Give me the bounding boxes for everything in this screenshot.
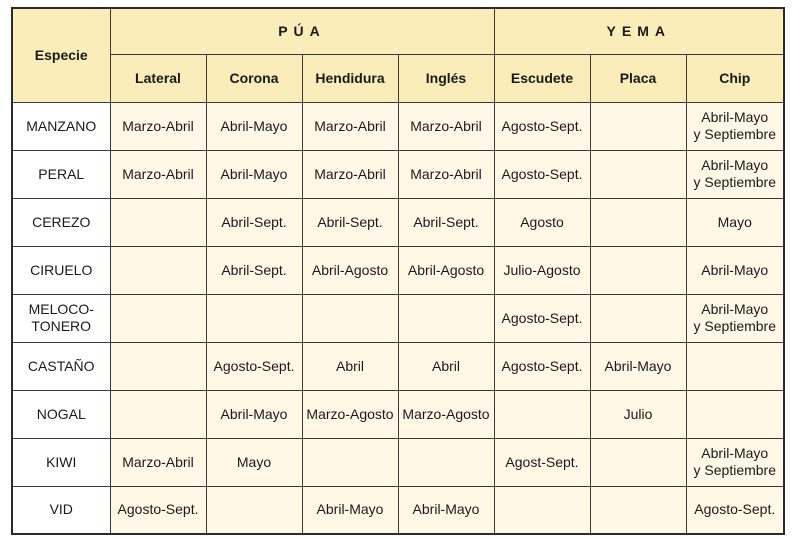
period-cell [494,486,590,534]
period-cell [206,486,302,534]
period-text: Agosto-Sept. [501,357,583,374]
period-text: Marzo-Agosto [306,405,394,422]
period-cell [686,246,784,294]
period-text: Agosto-Sept. [501,165,583,182]
period-cell [686,198,784,246]
period-text: Agosto [520,213,564,230]
period-cell [302,294,398,342]
table-row [12,438,784,486]
species-column-header: Especie [12,8,110,102]
period-cell [494,390,590,438]
period-cell [206,342,302,390]
period-text: Agosto-Sept. [117,501,199,518]
period-text: Abril-Mayo y Septiembre [693,445,776,478]
period-cell [110,342,206,390]
period-text: Agosto-Sept. [213,357,295,374]
species-label: MANZANO [26,117,97,134]
period-text: Abril-Mayo [220,117,288,134]
table-header [12,8,784,102]
period-text: Mayo [236,453,272,470]
species-cell [12,294,110,342]
period-cell [590,294,686,342]
period-text: Abril-Agosto [311,261,389,278]
period-cell [590,390,686,438]
period-cell [110,294,206,342]
group-header-yema: YEMA [494,8,784,54]
species-label: VID [49,501,73,518]
column-header-corona: Corona [206,54,302,102]
period-cell [110,246,206,294]
species-cell [12,102,110,150]
table-row [12,342,784,390]
period-cell [590,486,686,534]
table-body [12,102,784,534]
period-cell [590,246,686,294]
period-cell [206,198,302,246]
period-text: Marzo-Abril [122,165,194,182]
period-cell [302,198,398,246]
period-cell [686,294,784,342]
period-text: Marzo-Abril [122,453,194,470]
column-header-row [12,54,784,102]
species-label: CEREZO [32,213,91,230]
period-cell [110,390,206,438]
species-cell [12,390,110,438]
period-text: Mayo [717,213,752,230]
species-label: CASTAÑO [27,357,95,374]
period-cell [590,102,686,150]
period-cell [494,342,590,390]
period-cell [302,246,398,294]
period-text: Abril-Mayo y Septiembre [693,301,776,334]
period-cell [398,294,494,342]
period-cell [398,438,494,486]
period-cell [494,294,590,342]
period-text: Agosto-Sept. [501,309,583,326]
group-header-pua: PÚA [110,8,494,54]
column-header-chip: Chip [686,54,784,102]
species-label: NOGAL [36,405,86,422]
period-text: Julio [623,405,653,422]
period-cell [302,438,398,486]
period-cell [398,150,494,198]
period-cell [398,390,494,438]
species-cell [12,438,110,486]
period-text: Abril-Sept. [221,213,287,230]
species-label: CIRUELO [30,261,93,278]
period-text: Abril-Mayo [412,501,480,518]
period-text: Abril-Sept. [317,213,383,230]
period-cell [590,342,686,390]
table-row [12,150,784,198]
table-row [12,294,784,342]
period-cell [494,438,590,486]
period-text: Marzo-Abril [314,165,386,182]
period-cell [302,150,398,198]
period-cell [110,198,206,246]
period-cell [494,150,590,198]
period-cell [110,438,206,486]
period-cell [398,246,494,294]
period-cell [302,102,398,150]
period-cell [206,102,302,150]
species-cell [12,246,110,294]
period-cell [398,486,494,534]
period-text: Marzo-Abril [410,117,482,134]
species-label: PERAL [38,165,85,182]
column-header-escudete: Escudete [494,54,590,102]
group-header-row [12,8,784,54]
table-row [12,198,784,246]
period-cell [398,198,494,246]
period-text: Abril-Mayo [316,501,384,518]
period-text: Julio-Agosto [503,261,581,278]
period-text: Abril [431,357,460,374]
period-text: Abril-Mayo y Septiembre [693,109,776,142]
species-cell [12,342,110,390]
period-text: Abril-Mayo [604,357,672,374]
period-cell [302,390,398,438]
period-cell [110,102,206,150]
period-cell [686,390,784,438]
column-header-placa: Placa [590,54,686,102]
period-cell [686,150,784,198]
table-row [12,390,784,438]
period-text: Agosto-Sept. [694,501,776,518]
table-row [12,246,784,294]
period-cell [494,246,590,294]
period-cell [686,102,784,150]
period-cell [398,102,494,150]
species-label: MELOCO- TONERO [28,301,94,334]
period-cell [590,150,686,198]
column-header-lateral: Lateral [110,54,206,102]
period-text: Abril-Mayo [220,165,288,182]
period-text: Agost-Sept. [505,453,579,470]
period-text: Marzo-Abril [122,117,194,134]
period-cell [206,438,302,486]
period-cell [686,486,784,534]
period-text: Abril [335,357,364,374]
grafting-calendar-table [11,7,785,535]
period-text: Marzo-Abril [314,117,386,134]
period-cell [206,390,302,438]
column-header-ingles: Inglés [398,54,494,102]
period-text: Agosto-Sept. [501,117,583,134]
period-cell [110,150,206,198]
period-text: Abril-Agosto [407,261,485,278]
period-cell [398,342,494,390]
period-cell [686,342,784,390]
period-cell [206,150,302,198]
period-cell [590,438,686,486]
period-cell [494,198,590,246]
column-header-hendidura: Hendidura [302,54,398,102]
species-cell [12,486,110,534]
period-cell [110,486,206,534]
period-text: Abril-Mayo y Septiembre [693,157,776,190]
period-cell [494,102,590,150]
period-text: Marzo-Abril [410,165,482,182]
table-row [12,102,784,150]
period-cell [206,246,302,294]
period-text: Abril-Mayo [220,405,288,422]
period-text: Abril-Sept. [413,213,479,230]
period-cell [302,486,398,534]
period-text: Abril-Mayo [701,261,769,278]
species-label: KIWI [46,453,77,470]
period-text: Abril-Sept. [221,261,287,278]
period-text: Marzo-Agosto [402,405,490,422]
period-cell [206,294,302,342]
species-cell [12,150,110,198]
species-cell [12,198,110,246]
period-cell [590,198,686,246]
period-cell [686,438,784,486]
table-row [12,486,784,534]
period-cell [302,342,398,390]
